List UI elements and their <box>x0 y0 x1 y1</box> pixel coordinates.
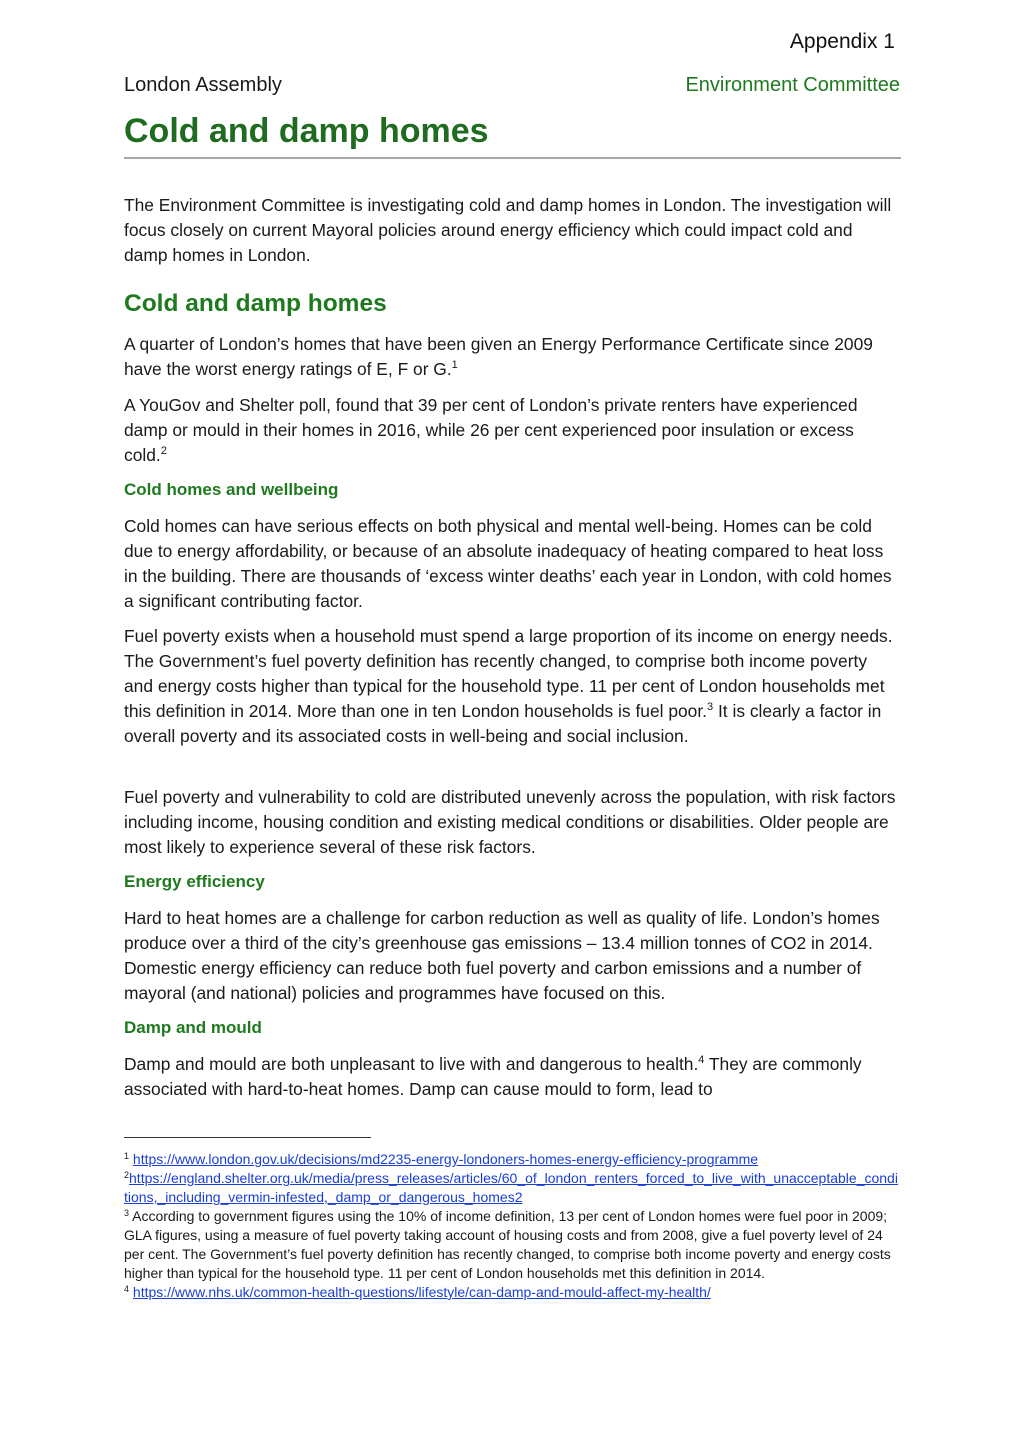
footnote-2 <box>124 1169 900 1207</box>
footnote-1 <box>124 1150 900 1169</box>
document-header <box>124 74 900 97</box>
footnotes <box>124 1150 900 1302</box>
appendix-label: Appendix 1 <box>789 30 895 53</box>
footnote-number: 1 <box>124 1151 130 1161</box>
wellbeing-heading: Cold homes and wellbeing <box>124 480 339 499</box>
footnote-number: 3 <box>124 1208 130 1218</box>
footnote-3 <box>124 1207 900 1283</box>
epc-text: A quarter of London’s homes that have been given an Energy Performance Certificate since 2009 have the worst energy ratings of E, F or G. <box>124 334 873 379</box>
fuel-poverty-text: Fuel poverty exists when a household must spend a large proportion of its income on energy needs. The Government’s fuel poverty definition has recently changed, to comprise both income poverty and energy costs higher than typical for the household type. 11 per cent of London households met this definition in 2014. More than one in ten London households is fuel poor. <box>124 626 893 721</box>
footnote-4 <box>124 1283 900 1302</box>
footnote-ref-3[interactable]: 3 <box>707 701 714 713</box>
footnote-link[interactable]: https://www.nhs.uk/common-health-questions/lifestyle/can-damp-and-mould-affect-my-health/ <box>132 1284 711 1300</box>
epc-paragraph <box>124 332 898 382</box>
wellbeing-paragraph-3: Fuel poverty and vulnerability to cold are distributed unevenly across the population, with risk factors including income, housing condition and existing medical conditions or disabilities. Older people are most likely to experience several of these risk factors. <box>124 787 896 857</box>
wellbeing-paragraph-2 <box>124 624 898 749</box>
footnote-text: According to government figures using the 10% of income definition, 13 per cent of London homes were fuel poor in 2009; GLA figures, using a measure of fuel poverty taking account of housing costs and from 2008, give a fuel poverty level of 24 per cent. The Government’s fuel poverty definition has recently changed, to comprise both income poverty and energy costs higher than typical for the household type. 11 per cent of London households met this definition in 2014. <box>124 1208 891 1281</box>
poll-paragraph <box>124 393 898 468</box>
footnote-link[interactable]: https://www.london.gov.uk/decisions/md2235-energy-londoners-homes-energy-efficiency-programme <box>132 1151 759 1167</box>
footnote-divider <box>124 1137 371 1138</box>
poll-text: A YouGov and Shelter poll, found that 39 per cent of London’s private renters have experienced damp or mould in their homes in 2016, while 26 per cent experienced poor insulation or excess cold. <box>124 395 858 465</box>
section-heading: Cold and damp homes <box>124 290 387 317</box>
damp-heading: Damp and mould <box>124 1018 262 1037</box>
footnote-number: 4 <box>124 1284 130 1294</box>
wellbeing-paragraph-1: Cold homes can have serious effects on both physical and mental well-being. Homes can be cold due to energy affordability, or because of an absolute inadequacy of heating compared to heat loss in the building. There are thousands of ‘excess winter deaths’ each year in London, with cold homes a significant contributing factor. <box>124 516 892 611</box>
title-divider <box>124 157 901 159</box>
fuel-poverty-text-cont: It is clearly a factor in overall poverty and its associated costs in well-being and social inclusion. <box>124 701 882 746</box>
footnote-ref-1[interactable]: 1 <box>451 359 458 371</box>
footnote-ref-4[interactable]: 4 <box>698 1054 705 1066</box>
energy-heading: Energy efficiency <box>124 872 265 891</box>
intro-paragraph: The Environment Committee is investigating cold and damp homes in London. The investigation will focus closely on current Mayoral policies around energy efficiency which could impact cold and damp homes in London. <box>124 195 892 265</box>
damp-text-cont: They are commonly associated with hard-to-heat homes. Damp can cause mould to form, lead to <box>124 1054 862 1099</box>
organisation-name: London Assembly <box>124 74 282 96</box>
damp-paragraph <box>124 1052 898 1102</box>
committee-name: Environment Committee <box>685 74 900 96</box>
footnote-number: 2 <box>124 1170 130 1180</box>
footnote-link[interactable]: https://england.shelter.org.uk/media/press_releases/articles/60_of_london_renters_forced_to_live_with_unacceptable_conditions,_including_vermin-infested,_damp_or_dangerous_homes2 <box>124 1170 898 1205</box>
page-title: Cold and damp homes <box>124 112 489 150</box>
footnote-ref-2[interactable]: 2 <box>160 445 167 457</box>
damp-text: Damp and mould are both unpleasant to live with and dangerous to health. <box>124 1054 699 1074</box>
energy-paragraph: Hard to heat homes are a challenge for carbon reduction as well as quality of life. London’s homes produce over a third of the city’s greenhouse gas emissions – 13.4 million tonnes of CO2 in 2014. Domestic energy efficiency can reduce both fuel poverty and carbon emissions and a number of mayoral (and national) policies and programmes have focused on this. <box>124 908 880 1003</box>
